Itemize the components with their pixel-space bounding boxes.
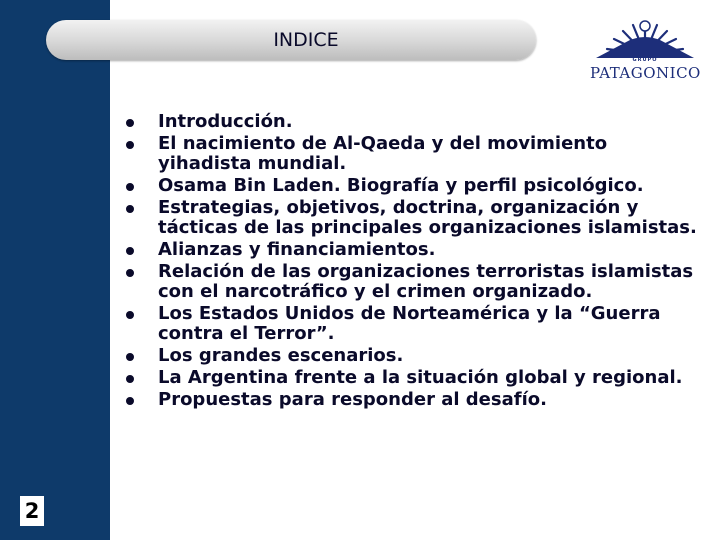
logo-name: PATAGONICO (590, 64, 701, 82)
agenda-item-text: La Argentina frente a la situación global y regional. (158, 367, 683, 388)
agenda-item-text: El nacimiento de Al-Qaeda y del movimiento yihadista mundial. (158, 133, 608, 174)
title-bar (46, 20, 536, 60)
agenda-item (122, 134, 702, 174)
agenda-item (122, 368, 702, 388)
agenda-item (122, 304, 702, 344)
bullet-icon (126, 375, 134, 383)
agenda-item-text: Los Estados Unidos de Norteamérica y la “Guerra contra el Terror”. (158, 303, 661, 344)
agenda-item-text: Introducción. (158, 111, 293, 132)
bullet-icon (126, 397, 134, 405)
agenda-item-text: Estrategias, objetivos, doctrina, organización y tácticas de las principales organizaciones islamistas. (158, 197, 697, 238)
sidebar-band (0, 0, 110, 540)
slide-title: INDICE (273, 29, 339, 51)
agenda-item (122, 240, 702, 260)
agenda-item-text: Osama Bin Laden. Biografía y perfil psicológico. (158, 175, 644, 196)
agenda-item (122, 346, 702, 366)
bullet-icon (126, 269, 134, 277)
agenda-item-text: Alianzas y financiamientos. (158, 239, 436, 260)
logo-subtitle: GRUPO (632, 57, 658, 63)
agenda-list (122, 112, 702, 412)
agenda-item (122, 198, 702, 238)
agenda-item-text: Propuestas para responder al desafío. (158, 389, 547, 410)
agenda-item (122, 112, 702, 132)
bullet-icon (126, 119, 134, 127)
bullet-icon (126, 141, 134, 149)
bullet-icon (126, 311, 134, 319)
agenda-item-text: Relación de las organizaciones terroristas islamistas con el narcotráfico y el crimen organizado. (158, 261, 694, 302)
agenda-item (122, 176, 702, 196)
grupo-patagonico-logo (590, 12, 700, 92)
bullet-icon (126, 205, 134, 213)
agenda-item-text: Los grandes escenarios. (158, 345, 404, 366)
page-number: 2 (20, 496, 44, 526)
bullet-icon (126, 183, 134, 191)
agenda-item (122, 390, 702, 410)
agenda-item (122, 262, 702, 302)
bullet-icon (126, 247, 134, 255)
bullet-icon (126, 353, 134, 361)
